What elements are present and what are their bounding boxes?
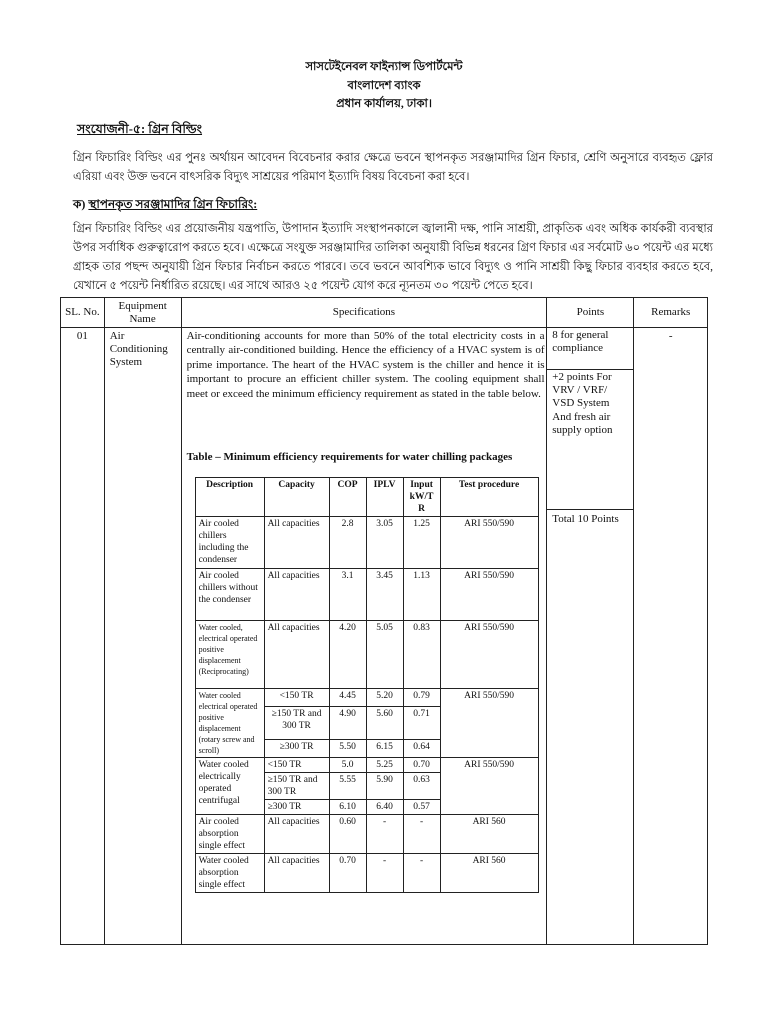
- section-prefix: ক): [73, 197, 89, 211]
- input-cell: 0.83: [403, 621, 440, 689]
- section-paragraph: গ্রিন ফিচারিং বিল্ডিং এর প্রয়োজনীয় যন্ত্রপাতি, উপাদান ইত্যাদি সংস্থাপনকালে জ্বালানী দক্ষ, পানি সাশ্রয়ী, প্রাকৃতিক এবং অধিক কার্যকরী ব্যবস্থার উপর সর্বাধিক গুরুত্বারোপ করতে হবে। এক্ষেত্রে সংযুক্ত সরঞ্জামাদির তালিকা অনুযায়ী বিভিন্ন ধরনের গ্রিণ ফিচার এর সর্বমোট ৬০ পয়েন্ট এর মধ্যে গ্রাহক তার পছন্দ অনুযায়ী গ্রিন ফিচার নির্বাচন করতে পারবে। তবে ভবনে আবশ্যিক ভাবে বিদ্যুৎ ও পানি সাশ্রয়ী কিছু ফিচার ব্যবহার করতে হবে, যেখানে ৫ পয়েন্ট নির্ধারিত রয়েছে। এর সাথে আরও ২৫ পয়েন্ট যোগ করে ন্যূনতম ৩০ পয়েন্ট পেতে হবে।: [73, 223, 713, 292]
- desc-cell: Water cooled absorption single effect: [195, 854, 264, 893]
- cap-cell: <150 TR: [264, 758, 329, 773]
- row-specifications: [181, 328, 547, 945]
- section-title: স্থাপনকৃত সরঞ্জামাদির গ্রিন ফিচারিং:: [88, 197, 258, 211]
- chiller-header-row: [195, 478, 538, 517]
- ch-cop: COP: [329, 478, 366, 517]
- test-cell: ARI 550/590: [440, 758, 538, 815]
- cop-cell: 0.70: [329, 854, 366, 893]
- cap-cell: All capacities: [264, 621, 329, 689]
- input-cell: 1.13: [403, 569, 440, 621]
- department-title: সাসটেইনেবল ফাইন্যান্স ডিপার্টমেন্ট: [305, 61, 463, 73]
- table-row: [61, 328, 708, 945]
- input-cell: 0.63: [403, 773, 440, 800]
- row-sl: 01: [61, 328, 105, 945]
- table-row: [195, 758, 538, 773]
- test-cell: ARI 550/590: [440, 689, 538, 758]
- cop-cell: 6.10: [329, 800, 366, 815]
- test-cell: ARI 550/590: [440, 517, 538, 569]
- test-cell: ARI 560: [440, 815, 538, 854]
- cap-cell: <150 TR: [264, 689, 329, 707]
- table-header-row: [61, 298, 708, 328]
- table-row: [195, 689, 538, 707]
- iplv-cell: 5.90: [366, 773, 403, 800]
- equipment-table: [60, 297, 708, 945]
- points-divider: [547, 369, 633, 370]
- table-row: [195, 621, 538, 689]
- iplv-cell: 5.20: [366, 689, 403, 707]
- cap-cell: All capacities: [264, 854, 329, 893]
- cap-cell: All capacities: [264, 815, 329, 854]
- cop-cell: 0.60: [329, 815, 366, 854]
- points-bonus: +2 points For VRV / VRF/ VSD System And fresh air supply option: [552, 371, 613, 436]
- bank-name: বাংলাদেশ ব্যাংক: [347, 80, 421, 92]
- ch-iplv: IPLV: [366, 478, 403, 517]
- test-cell: ARI 560: [440, 854, 538, 893]
- ch-description: Description: [195, 478, 264, 517]
- desc-cell: Water cooled electrical operated positive displacement (rotary screw and scroll): [195, 689, 264, 758]
- cap-cell: All capacities: [264, 517, 329, 569]
- office-name: প্রধান কার্যালয়, ঢাকা।: [336, 98, 432, 110]
- iplv-cell: 5.25: [366, 758, 403, 773]
- desc-cell: Air cooled chillers including the condenser: [195, 517, 264, 569]
- spec-paragraph: Air-conditioning accounts for more than 50% of the total electricity costs in a centrally air-conditioned building. Hence the efficiency of a HVAC system is of prime importance. The heart of the HVAC system is the chiller and hence it is important to procure an efficient chiller system. The cooling equipment shall meet or exceed the minimum efficiency requirement as stated in the table below.: [186, 330, 545, 400]
- desc-cell: Air cooled absorption single effect: [195, 815, 264, 854]
- input-cell: 0.64: [403, 739, 440, 757]
- cap-cell: ≥150 TR and 300 TR: [264, 773, 329, 800]
- input-cell: 0.79: [403, 689, 440, 707]
- header-remarks: Remarks: [634, 298, 708, 328]
- iplv-cell: -: [366, 815, 403, 854]
- ch-input: Input kW/T R: [403, 478, 440, 517]
- header-specifications: Specifications: [181, 298, 547, 328]
- desc-cell: Air cooled chillers without the condenser: [195, 569, 264, 621]
- input-cell: 0.57: [403, 800, 440, 815]
- iplv-cell: 3.05: [366, 517, 403, 569]
- table-row: [195, 517, 538, 569]
- cop-cell: 4.20: [329, 621, 366, 689]
- test-cell: ARI 550/590: [440, 621, 538, 689]
- desc-cell: Water cooled, electrical operated positive displacement (Reciprocating): [195, 621, 264, 689]
- section-heading: [73, 196, 257, 216]
- cop-cell: 4.90: [329, 707, 366, 740]
- chiller-efficiency-table: [195, 477, 539, 893]
- points-total: Total 10 Points: [552, 513, 619, 525]
- cop-cell: 2.8: [329, 517, 366, 569]
- cop-cell: 3.1: [329, 569, 366, 621]
- header-points: Points: [547, 298, 634, 328]
- input-cell: -: [403, 854, 440, 893]
- header-sl: SL. No.: [61, 298, 105, 328]
- ch-test: Test procedure: [440, 478, 538, 517]
- cop-cell: 4.45: [329, 689, 366, 707]
- header-equipment: Equipment Name: [104, 298, 181, 328]
- points-divider: [547, 509, 633, 510]
- input-cell: 1.25: [403, 517, 440, 569]
- cap-cell: ≥300 TR: [264, 739, 329, 757]
- desc-cell: Water cooled electrically operated centrifugal: [195, 758, 264, 815]
- iplv-cell: 3.45: [366, 569, 403, 621]
- input-cell: 0.70: [403, 758, 440, 773]
- cop-cell: 5.55: [329, 773, 366, 800]
- cap-cell: ≥150 TR and 300 TR: [264, 707, 329, 740]
- table-row: [195, 569, 538, 621]
- iplv-cell: 6.40: [366, 800, 403, 815]
- test-cell: ARI 550/590: [440, 569, 538, 621]
- annex-title: সংযোজনী-৫: গ্রিন বিল্ডিং: [77, 122, 203, 136]
- cop-cell: 5.50: [329, 739, 366, 757]
- table-row: [195, 815, 538, 854]
- cop-cell: 5.0: [329, 758, 366, 773]
- ch-capacity: Capacity: [264, 478, 329, 517]
- row-equipment: Air Conditioning System: [104, 328, 181, 945]
- iplv-cell: 5.05: [366, 621, 403, 689]
- cap-cell: All capacities: [264, 569, 329, 621]
- points-general: 8 for general compliance: [552, 329, 609, 354]
- cap-cell: ≥300 TR: [264, 800, 329, 815]
- intro-paragraph: গ্রিন ফিচারিং বিল্ডিং এর পুনঃ অর্থায়ন আবেদন বিবেচনার করার ক্ষেত্রে ভবনে স্থাপনকৃত সরঞ্জামাদির গ্রিন ফিচার, শ্রেণি অনুসারে ব্যবহৃত ফ্লোর এরিয়া এবং উক্ত ভবনে বাৎসরিক বিদ্যুৎ সাশ্রয়ের পরিমাণ ইত্যাদি বিষয় বিবেচনা করা হবে।: [73, 152, 713, 183]
- row-remarks: -: [634, 328, 708, 945]
- iplv-cell: 6.15: [366, 739, 403, 757]
- table-row: [195, 854, 538, 893]
- input-cell: 0.71: [403, 707, 440, 740]
- iplv-cell: -: [366, 854, 403, 893]
- row-points: [547, 328, 634, 945]
- iplv-cell: 5.60: [366, 707, 403, 740]
- chiller-table-caption: Table – Minimum efficiency requirements for water chilling packages: [186, 451, 513, 463]
- input-cell: -: [403, 815, 440, 854]
